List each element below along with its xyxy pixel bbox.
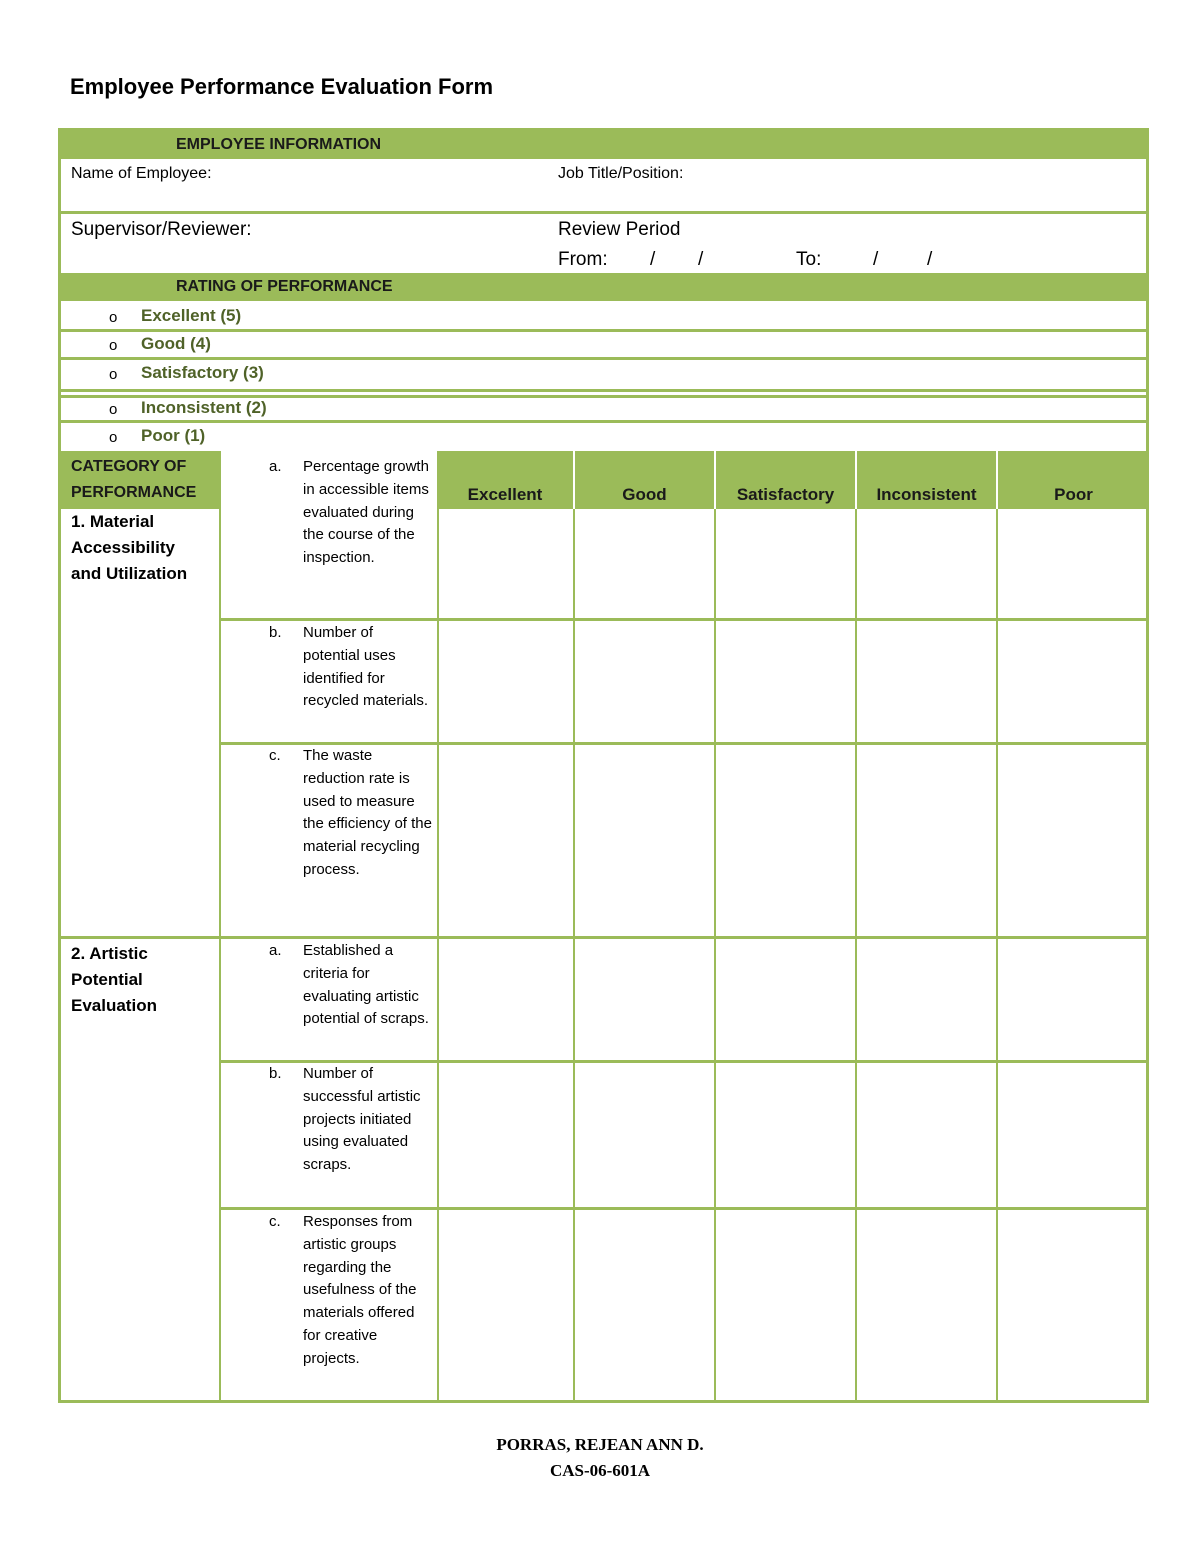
footer-name: PORRAS, REJEAN ANN D.	[496, 1435, 704, 1454]
rating-cell-satisfactory[interactable]	[716, 509, 855, 618]
criterion-letter: b.	[269, 624, 282, 641]
rating-item-label: Inconsistent (2)	[141, 398, 267, 417]
criterion-text: Established a criteria for evaluating artistic potential of scraps.	[303, 942, 429, 1028]
criterion-text: Number of successful artistic projects initiated using evaluated scraps.	[303, 1065, 421, 1174]
rating-cell-satisfactory[interactable]	[716, 1063, 855, 1207]
divider	[61, 389, 1146, 392]
rating-item-label: Excellent (5)	[141, 306, 242, 325]
rating-cell-excellent[interactable]	[439, 621, 573, 742]
rating-cell-excellent[interactable]	[439, 939, 573, 1060]
divider	[219, 509, 221, 1400]
rating-cell-inconsistent[interactable]	[857, 1210, 996, 1401]
column-header-good: Good	[622, 485, 667, 504]
rating-item	[61, 303, 1146, 329]
rating-item-label: Satisfactory (3)	[141, 363, 264, 382]
divider	[61, 211, 1146, 214]
rating-item	[61, 332, 1146, 358]
bullet-icon: o	[109, 429, 118, 446]
criterion-text: Responses from artistic groups regarding the usefulness of the materials offered for creative projects.	[303, 1213, 417, 1367]
rating-cell-satisfactory[interactable]	[716, 745, 855, 936]
rating-cell-good[interactable]	[575, 1063, 714, 1207]
rating-cell-inconsistent[interactable]	[857, 509, 996, 618]
from-label: From:	[558, 249, 608, 270]
employee-info-header-label: EMPLOYEE INFORMATION	[176, 136, 382, 153]
bullet-icon: o	[109, 309, 118, 326]
to-label: To:	[796, 249, 822, 270]
rating-cell-poor[interactable]	[998, 621, 1146, 742]
column-header-excellent: Excellent	[467, 485, 543, 504]
from-date-separator-2: /	[698, 249, 704, 270]
criterion-text: Percentage growth in accessible items evaluated during the course of the inspection.	[303, 458, 429, 567]
rating-item-label: Good (4)	[141, 334, 211, 353]
criterion-text: The waste reduction rate is used to measure the efficiency of the material recycling process.	[303, 747, 432, 878]
rating-cell-inconsistent[interactable]	[857, 621, 996, 742]
rating-cell-good[interactable]	[575, 509, 714, 618]
category-header-line: PERFORMANCE	[71, 484, 197, 501]
footer-code: CAS-06-601A	[549, 1461, 651, 1480]
divider	[855, 451, 857, 509]
to-date-field[interactable]	[831, 245, 951, 271]
rating-item-label: Poor (1)	[141, 426, 206, 445]
evaluation-table	[61, 451, 1146, 1400]
column-header-poor: Poor	[1054, 485, 1093, 504]
rating-item	[61, 423, 1146, 449]
category-name-line: and Utilization	[71, 564, 188, 583]
from-date-separator-1: /	[650, 249, 656, 270]
rating-cell-inconsistent[interactable]	[857, 1063, 996, 1207]
rating-cell-good[interactable]	[575, 1210, 714, 1401]
category-name-line: Evaluation	[71, 996, 157, 1015]
evaluation-form	[58, 128, 1149, 1403]
to-date-separator-1: /	[873, 249, 879, 270]
rating-cell-good[interactable]	[575, 939, 714, 1060]
rating-header	[61, 273, 1146, 301]
rating-cell-excellent[interactable]	[439, 1210, 573, 1401]
divider	[714, 451, 716, 509]
rating-item	[61, 360, 1146, 390]
column-header-inconsistent: Inconsistent	[876, 485, 977, 504]
criterion-text: Number of potential uses identified for recycled materials.	[303, 624, 429, 710]
divider	[573, 451, 575, 509]
category-name-line: 2. Artistic	[71, 944, 148, 963]
rating-cell-satisfactory[interactable]	[716, 939, 855, 1060]
bullet-icon: o	[109, 401, 118, 418]
from-date-field[interactable]	[616, 245, 736, 271]
category-header-label	[71, 454, 196, 506]
rating-cell-excellent[interactable]	[439, 509, 573, 618]
rating-cell-poor[interactable]	[998, 1063, 1146, 1207]
rating-cell-poor[interactable]	[998, 1210, 1146, 1401]
rating-cell-inconsistent[interactable]	[857, 939, 996, 1060]
rating-cell-satisfactory[interactable]	[716, 1210, 855, 1401]
rating-header-label: RATING OF PERFORMANCE	[176, 278, 393, 295]
category-name-line: Potential	[71, 970, 143, 989]
category-name-line: 1. Material	[71, 512, 155, 531]
bullet-icon: o	[109, 337, 118, 354]
divider	[996, 451, 998, 509]
category-header-line: CATEGORY OF	[71, 458, 187, 475]
job-title-label: Job Title/Position:	[558, 165, 684, 182]
rating-cell-poor[interactable]	[998, 509, 1146, 618]
criterion-letter: a.	[269, 458, 282, 475]
employee-info-header	[61, 131, 1146, 159]
name-of-employee-field[interactable]	[241, 161, 541, 187]
job-title-field[interactable]	[721, 161, 1121, 187]
form-title: Employee Performance Evaluation Form	[70, 74, 494, 99]
name-of-employee-label: Name of Employee:	[71, 165, 212, 182]
supervisor-field[interactable]	[286, 217, 541, 243]
to-date-separator-2: /	[927, 249, 933, 270]
criterion-letter: a.	[269, 942, 282, 959]
rating-cell-poor[interactable]	[998, 939, 1146, 1060]
rating-cell-satisfactory[interactable]	[716, 621, 855, 742]
rating-cell-poor[interactable]	[998, 745, 1146, 936]
category-name	[71, 509, 187, 587]
rating-item	[61, 398, 1146, 420]
criterion-letter: c.	[269, 747, 281, 764]
category-name	[71, 941, 157, 1019]
category-name-line: Accessibility	[71, 538, 175, 557]
review-period-label: Review Period	[558, 219, 681, 240]
rating-cell-good[interactable]	[575, 621, 714, 742]
column-header-satisfactory: Satisfactory	[736, 485, 835, 504]
supervisor-label: Supervisor/Reviewer:	[71, 219, 252, 240]
rating-cell-excellent[interactable]	[439, 745, 573, 936]
criterion-letter: b.	[269, 1065, 282, 1082]
criterion-letter: c.	[269, 1213, 281, 1230]
bullet-icon: o	[109, 366, 118, 383]
rating-cell-good[interactable]	[575, 745, 714, 936]
rating-cell-excellent[interactable]	[439, 1063, 573, 1207]
rating-cell-inconsistent[interactable]	[857, 745, 996, 936]
